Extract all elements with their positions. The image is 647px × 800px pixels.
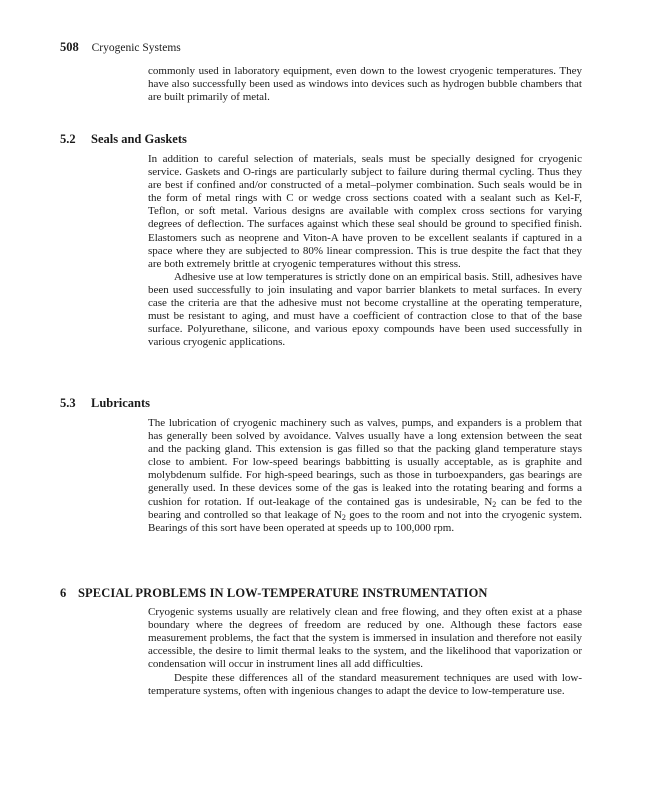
- intro-paragraph: commonly used in laboratory equipment, even down to the lowest cryogenic temperatures. They have also successfully been used as windows into devices such as hydrogen bubble chambers that are built primarily of metal.: [148, 65, 582, 104]
- section-title: SPECIAL PROBLEMS IN LOW-TEMPERATURE INSTRUMENTATION: [78, 586, 488, 600]
- seals-paragraph-2: Adhesive use at low temperatures is strictly done on an empirical basis. Still, adhesives have been used successfully to join insulating and vapor barrier blankets to metal surfaces. In every case the criteria are that the adhesive must not become crystalline at the operating temperature, must be resistant to aging, and must have a coefficient of contraction close to that of the base surface. Polyurethane, silicone, and various epoxy compounds have been used successfully in various cryogenic applications.: [148, 271, 582, 349]
- subscript-2: 2: [492, 499, 497, 509]
- section-heading-5-2: [60, 132, 187, 147]
- running-header: [60, 40, 181, 55]
- running-title: Cryogenic Systems: [91, 42, 181, 54]
- section-title: Lubricants: [91, 396, 151, 410]
- lubricants-text-b: can be fed to the bearing and controlled so that leakage of N: [148, 495, 583, 521]
- lubricants-paragraph: [148, 417, 582, 535]
- section-number: 6: [60, 586, 67, 600]
- instrumentation-paragraph-1: Cryogenic systems usually are relatively clean and free flowing, and they often exist at a phase boundary where the degrees of freedom are reduced by one. Although these factors ease measurement problems, the fact that the system is immersed in insulation and therefore not easily accessible, the desire to limit thermal leaks to the system, and the likelihood that vaporization or condensation will occur in instrument lines all add difficulties.: [148, 606, 582, 671]
- lubricants-text-c: goes to the room and not into the cryogenic system. Bearings of this sort have been operated at speeds up to 100,000 rpm.: [148, 508, 582, 534]
- section-title: Seals and Gaskets: [91, 132, 187, 146]
- seals-paragraph-1: In addition to careful selection of materials, seals must be specially designed for cryogenic service. Gaskets and O-rings are particularly subject to failure during thermal cycling. Thus they are best if confined and/or constructed of a metal–polymer combination. Such seals would be in the form of metal rings with C or wedge cross sections coated with a sealant such as Kel-F, Teflon, or soft metal. Various designs are available with complex cross sections for varying degrees of deflection. The surfaces against which these seal should be ground to specified finish. Elastomers such as neoprene and Viton-A have proven to be excellent sealants if captured in a space where they are subjected to 80% linear compression. This is true despite the fact that they are both extremely brittle at cryogenic temperatures without this stress.: [148, 153, 582, 270]
- section-number: 5.3: [60, 396, 76, 410]
- section-heading-6: [60, 586, 488, 601]
- section-heading-5-3: [60, 396, 150, 411]
- page-number: 508: [60, 40, 79, 54]
- lubricants-text-a: The lubrication of cryogenic machinery such as valves, pumps, and expanders is a problem that has generally been solved by avoidance. Valves usually have a long extension between the seat and the packing gland. This extension is gas filled so that the packing gland temperature stays close to ambient. For low-speed bearings babbitting is usually acceptable, as is graphite and molybdenum sulfide. For high-speed bearings, such as those in turboexpanders, gas bearings are generally used. In these devices some of the gas is leaked into the rotating bearing and forms a cushion for rotation. If out-leakage of the contained gas is undesirable, N: [148, 417, 582, 508]
- subscript-2: 2: [341, 512, 346, 522]
- section-number: 5.2: [60, 132, 76, 146]
- instrumentation-paragraph-2: Despite these differences all of the standard measurement techniques are used with low-temperature systems, often with ingenious changes to adapt the device to low-temperature use.: [148, 672, 582, 698]
